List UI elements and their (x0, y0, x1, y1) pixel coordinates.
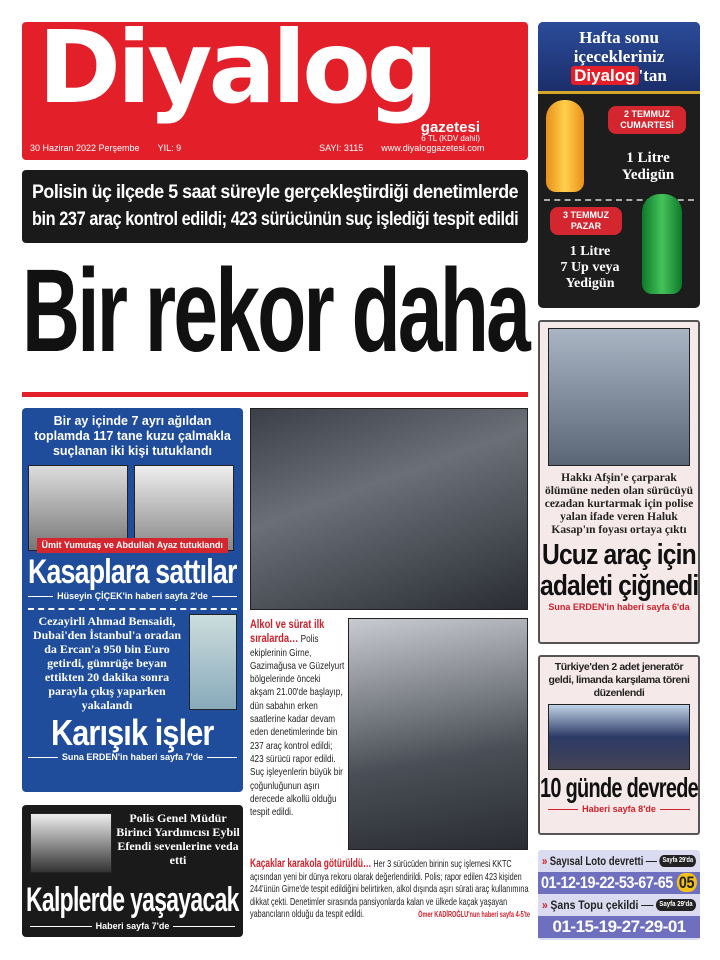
story-ucuz-arac[interactable] (538, 320, 700, 644)
ad-title: Hafta sonu (579, 28, 659, 47)
offer: Yedigün (565, 276, 615, 291)
masthead-info (30, 143, 520, 154)
story-credit: Haberi sayfa 7'de (30, 921, 235, 932)
date-tag: 3 TEMMUZ PAZAR (550, 207, 622, 235)
sans-topu-numbers: 01-15-19-27-29-01 (552, 917, 686, 936)
story-title (28, 714, 237, 752)
story-sub: Bir ay içinde 7 ayrı ağıldan toplamda 117 tane kuzu çalmakla suçlanan iki kişi tutuklandı (34, 414, 231, 458)
date-tag: 2 TEMMUZ CUMARTESİ (608, 106, 686, 134)
offer: 7 Up veya (560, 260, 620, 275)
newspaper-logo: Diyalog (38, 9, 435, 126)
ad-title: 'tan (638, 66, 667, 85)
body: Polis ekiplerinin Girne, Gazimağusa ve Güzelyurt bölgelerinde önceki akşam 21.00'de başlayıp, dün sabahın erken saatlerine kadar devam eden denetimlerinde bin 237 araç kontrol edildi; 423 sürücü rapor edildi. Suç işleyenlerin büyük bir çoğunluğunun aşırı derecede alkollü olduğu tespit edildi. (250, 633, 345, 819)
story-kasaplara[interactable] (22, 408, 243, 792)
divider (28, 608, 237, 610)
story-sub: Türkiye'den 2 adet jeneratör geldi, limanda karşılama töreni düzenlendi (548, 661, 690, 699)
loto-numbers: 01-12-19-22-53-67-65 (541, 873, 673, 892)
story-credit: Suna ERDEN'in haberi sayfa 6'da (548, 602, 690, 612)
arrest-photo (348, 618, 528, 850)
police-checkpoint-photo (250, 408, 528, 610)
sans-topu-row (538, 916, 700, 938)
body: Her 3 sürücüden birinin suç işlemesi KKTC açısından yeni bir dünya rekoru olarak değerlendirildi. Polis; rapor edilen 423 kişiden 244'ünün Girne'de tespit edildiğini belirtirken, alkol dışında aşırı sürati araç kullanımına dikkat çekti. Denetimler sırasında pansiyonlarda kalan ve ülkede kaçak yaşayan yabancıların olduğu da tespit edildi. (250, 859, 529, 920)
issue: SAYI: 3115 (319, 143, 364, 153)
story-sub: Polis Genel Müdür Birinci Yardımcısı Eybil Efendi sevenlerine veda etti (116, 811, 240, 867)
price: 6 TL (KDV dahil) (421, 134, 480, 143)
top-banner (22, 170, 528, 243)
banner-line-text: bin 237 araç kontrol edildi; 423 sürücünün suç işlediği tespit edildi (32, 209, 519, 230)
loto-label: Sayısal Loto devretti (549, 854, 644, 868)
photo-caption (32, 535, 232, 553)
subtitle: gazetesi (420, 119, 480, 136)
yedigun-bottle (546, 100, 584, 192)
offer: Yedigün (621, 167, 675, 183)
main-headline (22, 245, 529, 377)
divider (641, 905, 653, 906)
story-title (26, 881, 239, 919)
photo (189, 614, 237, 710)
loto-row (538, 894, 700, 916)
divider (22, 392, 528, 397)
lottery-results (538, 850, 700, 940)
offer: 1 Litre (569, 244, 611, 259)
photo (548, 328, 690, 466)
story-sub: Cezayirli Ahmad Bensaidi, Dubai'den İstanbul'a oradan da Ercan'a 950 bin Euro getirdi, gümrüğe beyan ettikten 20 dakika sonra parayla çıkış yaparken yakalandı (32, 614, 182, 712)
lead: Alkol ve sürat ilk sıralarda… (250, 617, 325, 646)
main-story-text-2 (250, 857, 530, 957)
arrow-icon: » (542, 854, 548, 868)
story-title-text: 10 günde devrede (540, 772, 699, 803)
masthead (22, 9, 528, 160)
masthead-subtitle (421, 121, 480, 143)
date: 30 Haziran 2022 Perşembe (30, 143, 140, 153)
story-credit: Ömer KADİROĞLU'nun haberi sayfa 4-5'te (418, 910, 530, 919)
page-ref: Sayfa 29'da (656, 899, 696, 911)
7up-bottle (642, 194, 682, 294)
banner-line-text: Polisin üç ilçede 5 saat süreyle gerçekleştirdiği denetimlerde (32, 182, 519, 203)
drinks-ad[interactable] (538, 22, 700, 308)
main-story-text (250, 618, 346, 854)
website: www.diyaloggazetesi.com (381, 143, 485, 153)
loto-row (538, 850, 700, 872)
story-title (540, 571, 698, 602)
main-headline-text: Bir rekor daha (22, 245, 529, 377)
ad-brand: Diyalog (571, 66, 638, 85)
photo-caption-text: Ümit Yumutaş ve Abdullah Ayaz tutuklandı (37, 538, 228, 553)
page-ref: Sayfa 29'da (659, 855, 696, 867)
story-title-text: Karışık işler (51, 712, 214, 753)
story-credit: Haberi sayfa 8'de (540, 804, 698, 815)
story-kalplerde[interactable] (22, 805, 243, 937)
story-title-text: Kalplerde yaşayacak (26, 881, 239, 919)
loto-numbers-row (538, 872, 700, 894)
ship-photo (548, 704, 690, 770)
ad-title: içecekleriniz (573, 47, 665, 66)
story-title-text: Ucuz araç için (542, 539, 696, 571)
story-title (540, 540, 698, 571)
story-title (28, 553, 237, 591)
loto-label: Şans Topu çekildi (550, 898, 639, 912)
divider (646, 861, 657, 862)
year: YIL: 9 (157, 143, 182, 153)
story-credit: Hüseyin ÇİÇEK'in haberi sayfa 2'de (28, 591, 237, 602)
story-title (540, 772, 698, 804)
lead: Kaçaklar karakola götürüldü… (250, 856, 372, 870)
story-title-text: Kasaplara sattılar (28, 553, 237, 591)
banner-line (32, 179, 518, 206)
story-credit: Suna ERDEN'in haberi sayfa 7'de (28, 752, 237, 763)
banner-line (32, 206, 518, 233)
bonus-number: 05 (676, 873, 696, 892)
story-title-text: adaleti çiğnedi (540, 570, 699, 602)
story-sub: Hakkı Afşin'e çarparak ölümüne neden olan sürücüyü cezadan kurtarmak için polise yalan ifade veren Haluk Kasap'ın foyası ortaya çıktı (544, 472, 694, 536)
story-jenerator[interactable] (538, 655, 700, 835)
arrow-icon: » (542, 898, 548, 912)
photo (30, 813, 112, 873)
offer: 1 Litre (626, 150, 670, 166)
